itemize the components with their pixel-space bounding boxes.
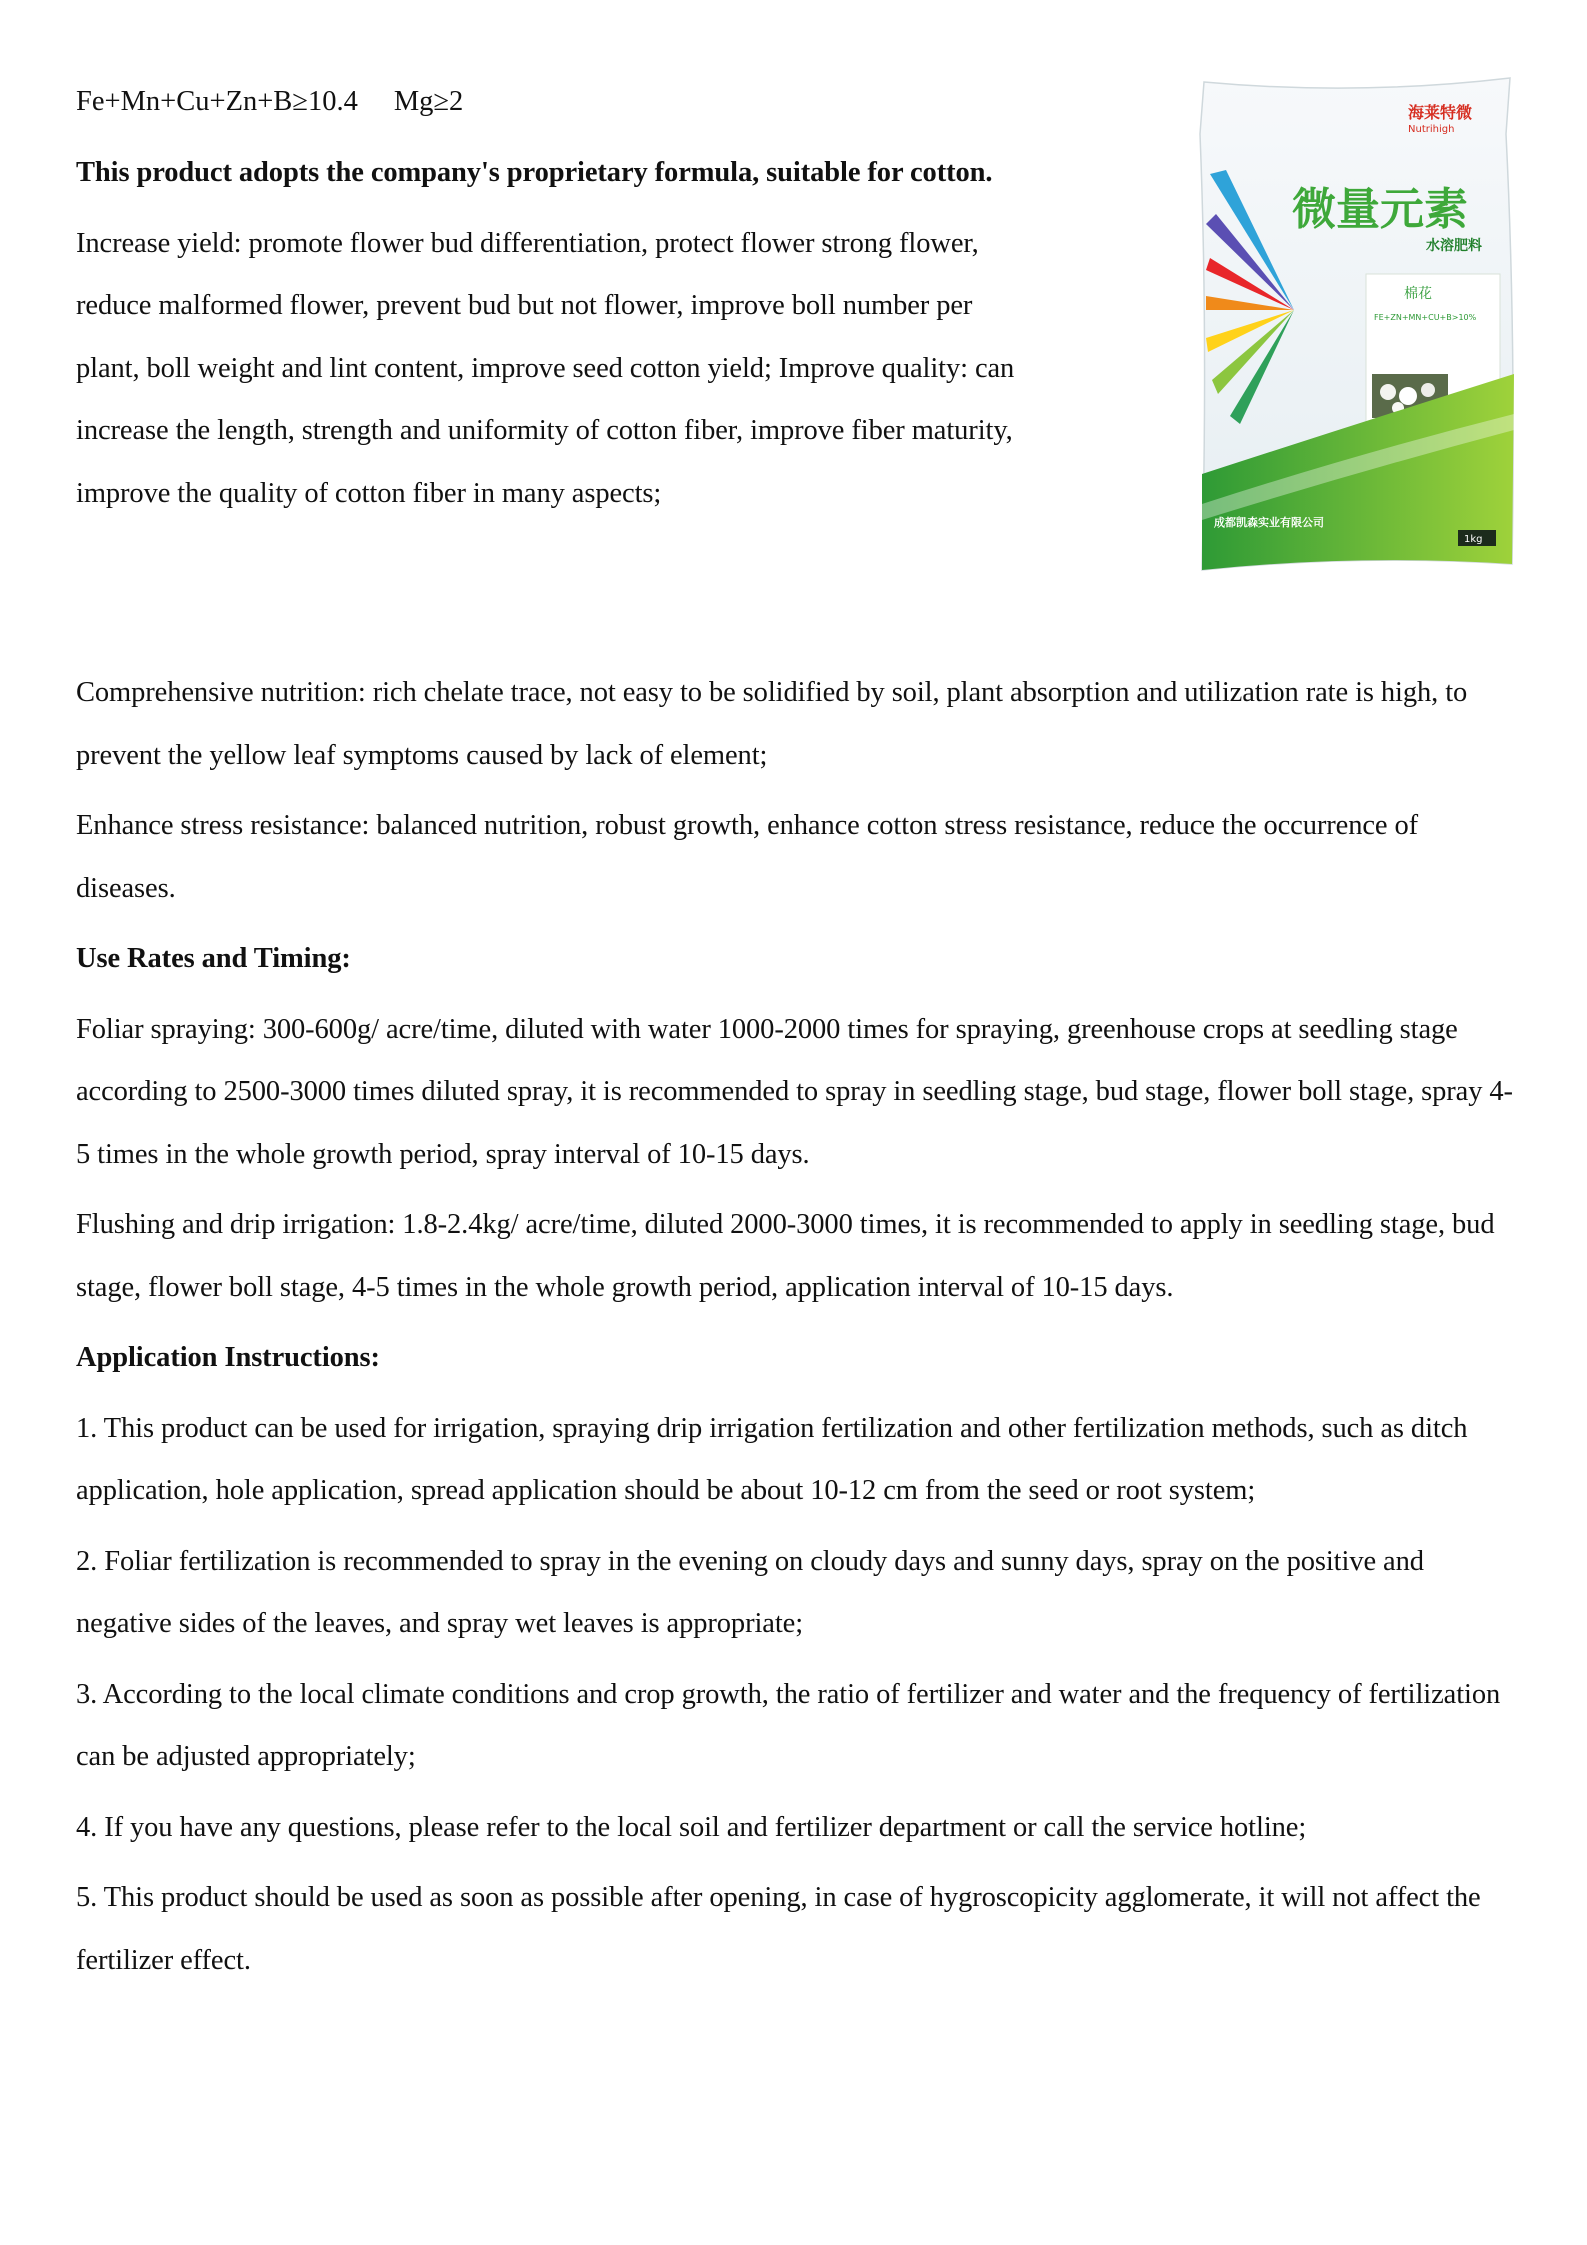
benefit-yield-quality: Increase yield: promote flower bud differentiation, protect flower strong flower, reduce malformed flower, prevent bud but not flower, improve boll number per plant, boll weight and lint content, improve seed cotton yield; Improve quality: can increase the length, strength and uniformity of cotton fiber, improve fiber maturity, improve the quality of cotton fiber in many aspects;	[76, 227, 1015, 509]
use-rate-drip: Flushing and drip irrigation: 1.8-2.4kg/ acre/time, diluted 2000-3000 times, it is recommended to apply in seedling stage, bud stage, flower boll stage, 4-5 times in the whole growth period, application interval of 10-15 days.	[76, 1209, 1495, 1303]
instruction-item: 4. If you have any questions, please refer to the local soil and fertilizer department or call the service hotline;	[76, 1811, 1307, 1843]
intro-section	[76, 142, 1026, 533]
benefit-stress: Enhance stress resistance: balanced nutrition, robust growth, enhance cotton stress resistance, reduce the occurrence of diseases.	[76, 810, 1419, 904]
instruction-item: 1. This product can be used for irrigation, spraying drip irrigation fertilization and other fertilization methods, such as ditch application, hole application, spread application should be about 10-12 cm from the seed or root system;	[76, 1412, 1468, 1506]
intro-heading: This product adopts the company's proprietary formula, suitable for cotton.	[76, 157, 993, 188]
bag-subtitle: 水溶肥料	[1426, 238, 1482, 254]
instruction-item: 3. According to the local climate conditions and crop growth, the ratio of fertilizer and water and the frequency of fertilization can be adjusted appropriately;	[76, 1678, 1501, 1772]
brand-en-text: Nutrihigh	[1408, 124, 1455, 135]
element-formula: Fe+Mn+Cu+Zn+B≥10.4	[76, 86, 358, 117]
brand-text: 海莱特微	[1408, 103, 1473, 122]
bag-title: 微量元素	[1292, 184, 1468, 235]
formula-line	[76, 78, 463, 126]
net-weight: 1kg	[1464, 534, 1483, 545]
bag-formula: FE+ZN+MN+CU+B>10%	[1374, 313, 1477, 322]
instruction-item: 2. Foliar fertilization is recommended to spray in the evening on cloudy days and sunny days, spray on the positive and negative sides of the leaves, and spray wet leaves is appropriate;	[76, 1545, 1424, 1639]
main-text	[76, 662, 1516, 2000]
product-bag-image	[1196, 74, 1518, 576]
use-rates-heading: Use Rates and Timing:	[76, 943, 351, 974]
instruction-item: 5. This product should be used as soon as possible after opening, in case of hygroscopicity agglomerate, it will not affect the fertilizer effect.	[76, 1882, 1481, 1976]
magnesium-formula: Mg≥2	[393, 86, 464, 117]
crop-label: 棉花	[1404, 286, 1432, 302]
instructions-heading: Application Instructions:	[76, 1342, 380, 1373]
company-name: 成都凯森实业有限公司	[1214, 516, 1324, 529]
benefit-nutrition: Comprehensive nutrition: rich chelate trace, not easy to be solidified by soil, plant absorption and utilization rate is high, to prevent the yellow leaf symptoms caused by lack of element;	[76, 677, 1468, 771]
use-rate-foliar: Foliar spraying: 300-600g/ acre/time, diluted with water 1000-2000 times for spraying, greenhouse crops at seedling stage according to 2500-3000 times diluted spray, it is recommended to spray in seedling stage, bud stage, flower boll stage, spray 4-5 times in the whole growth period, spray interval of 10-15 days.	[76, 1013, 1513, 1170]
